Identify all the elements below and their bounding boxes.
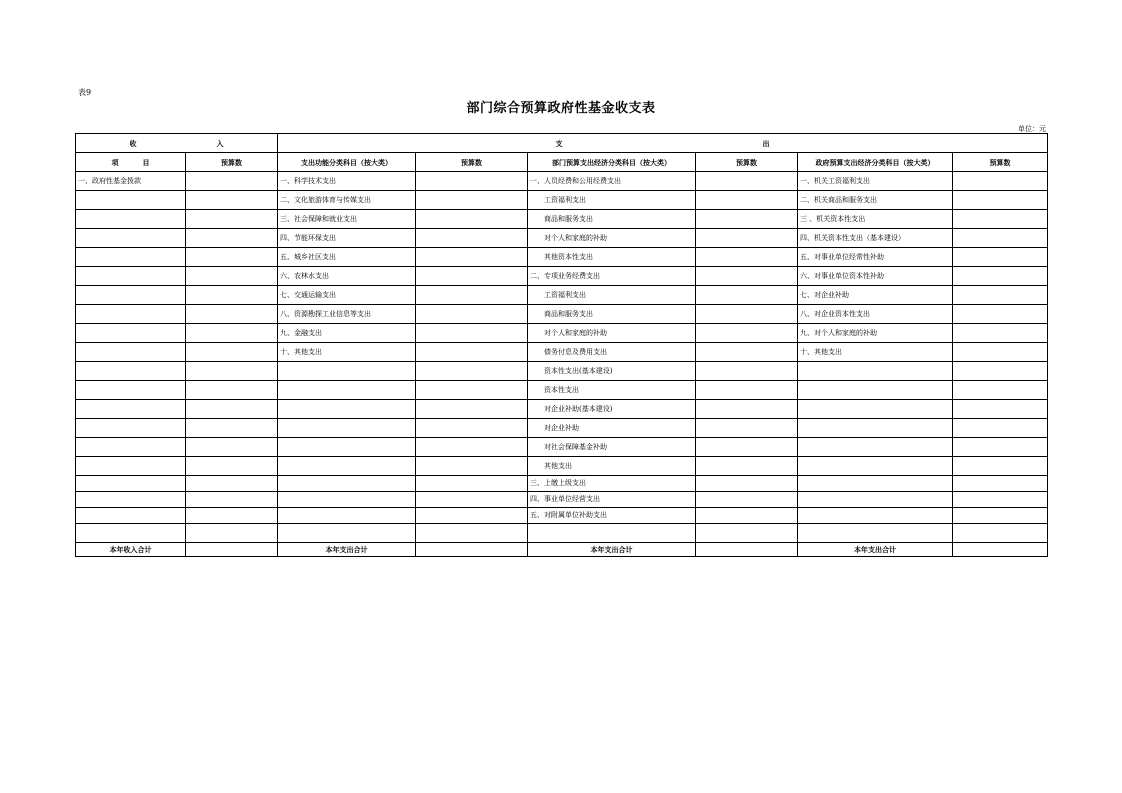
table-row xyxy=(76,191,1048,210)
income-item-cell xyxy=(76,286,186,305)
income-budget-cell xyxy=(186,400,278,419)
gov-item-cell xyxy=(798,476,953,492)
gov-budget-cell xyxy=(953,524,1048,543)
income-budget-cell xyxy=(186,362,278,381)
gov-item-cell: 五、对事业单位经常性补助 xyxy=(798,248,953,267)
func-budget-cell xyxy=(416,419,528,438)
totals-row xyxy=(76,543,1048,557)
gov-budget-cell xyxy=(953,492,1048,508)
income-budget-cell xyxy=(186,438,278,457)
func-budget-cell xyxy=(416,457,528,476)
func-item-cell: 七、交通运输支出 xyxy=(278,286,416,305)
func-budget-cell xyxy=(416,508,528,524)
income-budget-cell xyxy=(186,524,278,543)
dept-item-cell: 工资福利支出 xyxy=(528,286,696,305)
col-gov-header: 政府预算支出经济分类科目（按大类） xyxy=(798,153,953,172)
dept-item-cell: 资本性支出(基本建设) xyxy=(528,362,696,381)
dept-budget-cell xyxy=(696,229,798,248)
dept-budget-cell xyxy=(696,248,798,267)
table-row xyxy=(76,476,1048,492)
total-income-label: 本年收入合计 xyxy=(76,543,186,557)
func-budget-cell xyxy=(416,267,528,286)
table-row xyxy=(76,492,1048,508)
dept-budget-cell xyxy=(696,524,798,543)
dept-item-cell: 对企业补助(基本建设) xyxy=(528,400,696,419)
gov-item-cell xyxy=(798,508,953,524)
income-item-cell xyxy=(76,457,186,476)
gov-item-cell xyxy=(798,457,953,476)
gov-item-cell: 三 、机关资本性支出 xyxy=(798,210,953,229)
func-item-cell: 二、文化旅游体育与传媒支出 xyxy=(278,191,416,210)
table-row xyxy=(76,400,1048,419)
func-budget-cell xyxy=(416,381,528,400)
total-dept-budget xyxy=(696,543,798,557)
table-row xyxy=(76,362,1048,381)
total-income-budget xyxy=(186,543,278,557)
col-dept-header: 部门预算支出经济分类科目（按大类） xyxy=(528,153,696,172)
income-item-cell xyxy=(76,362,186,381)
total-gov-budget xyxy=(953,543,1048,557)
gov-item-cell: 二、机关商品和服务支出 xyxy=(798,191,953,210)
total-func-budget xyxy=(416,543,528,557)
dept-item-cell: 三、上缴上级支出 xyxy=(528,476,696,492)
dept-budget-cell xyxy=(696,267,798,286)
header-row-2 xyxy=(76,153,1048,172)
func-budget-cell xyxy=(416,438,528,457)
dept-budget-cell xyxy=(696,343,798,362)
table-row xyxy=(76,286,1048,305)
income-item-cell xyxy=(76,524,186,543)
dept-budget-cell xyxy=(696,362,798,381)
gov-budget-cell xyxy=(953,381,1048,400)
func-item-cell: 九、金融支出 xyxy=(278,324,416,343)
gov-budget-cell xyxy=(953,191,1048,210)
dept-item-cell: 对个人和家庭的补助 xyxy=(528,324,696,343)
func-budget-cell xyxy=(416,210,528,229)
func-budget-cell xyxy=(416,400,528,419)
col-item-header: 项 目 xyxy=(76,153,186,172)
dept-budget-cell xyxy=(696,381,798,400)
dept-budget-cell xyxy=(696,457,798,476)
func-item-cell xyxy=(278,381,416,400)
dept-item-cell xyxy=(528,524,696,543)
table-row xyxy=(76,419,1048,438)
gov-item-cell xyxy=(798,400,953,419)
gov-budget-cell xyxy=(953,210,1048,229)
table-number: 表9 xyxy=(78,88,92,97)
dept-item-cell: 商品和服务支出 xyxy=(528,210,696,229)
page-title: 部门综合预算政府性基金收支表 xyxy=(466,101,656,116)
gov-item-cell: 六、对事业单位资本性补助 xyxy=(798,267,953,286)
table-row xyxy=(76,267,1048,286)
col-budget-header: 预算数 xyxy=(186,153,278,172)
income-budget-cell xyxy=(186,229,278,248)
unit-label: 单位：元 xyxy=(1018,125,1046,133)
col-budget-header: 预算数 xyxy=(953,153,1048,172)
dept-budget-cell xyxy=(696,508,798,524)
dept-item-cell: 四、事业单位经营支出 xyxy=(528,492,696,508)
income-budget-cell xyxy=(186,324,278,343)
dept-budget-cell xyxy=(696,305,798,324)
dept-budget-cell xyxy=(696,324,798,343)
table-row xyxy=(76,248,1048,267)
table-row xyxy=(76,457,1048,476)
expense-header: 支 出 xyxy=(278,134,1048,153)
income-item-cell xyxy=(76,229,186,248)
dept-item-cell: 债务付息及费用支出 xyxy=(528,343,696,362)
gov-item-cell: 八、对企业资本性支出 xyxy=(798,305,953,324)
dept-budget-cell xyxy=(696,476,798,492)
income-item-cell xyxy=(76,476,186,492)
table-row xyxy=(76,172,1048,191)
dept-budget-cell xyxy=(696,210,798,229)
gov-item-cell xyxy=(798,419,953,438)
table-row xyxy=(76,210,1048,229)
gov-budget-cell xyxy=(953,324,1048,343)
income-item-cell xyxy=(76,210,186,229)
income-item-cell xyxy=(76,508,186,524)
gov-item-cell: 四、机关资本性支出（基本建设） xyxy=(798,229,953,248)
func-item-cell: 六、农林水支出 xyxy=(278,267,416,286)
budget-table xyxy=(75,133,1048,557)
func-item-cell: 十、其他支出 xyxy=(278,343,416,362)
dept-item-cell: 一、人员经费和公用经费支出 xyxy=(528,172,696,191)
gov-budget-cell xyxy=(953,248,1048,267)
func-budget-cell xyxy=(416,343,528,362)
income-budget-cell xyxy=(186,210,278,229)
income-item-cell: 一、政府性基金拨款 xyxy=(76,172,186,191)
total-dept-label: 本年支出合计 xyxy=(528,543,696,557)
dept-budget-cell xyxy=(696,492,798,508)
gov-budget-cell xyxy=(953,438,1048,457)
income-item-cell xyxy=(76,248,186,267)
func-budget-cell xyxy=(416,229,528,248)
gov-budget-cell xyxy=(953,419,1048,438)
dept-budget-cell xyxy=(696,172,798,191)
gov-item-cell: 九、对个人和家庭的补助 xyxy=(798,324,953,343)
income-budget-cell xyxy=(186,267,278,286)
func-budget-cell xyxy=(416,492,528,508)
table-row xyxy=(76,229,1048,248)
gov-item-cell xyxy=(798,362,953,381)
header-row-1 xyxy=(76,134,1048,153)
func-item-cell: 八、资源勘探工业信息等支出 xyxy=(278,305,416,324)
func-budget-cell xyxy=(416,524,528,543)
gov-budget-cell xyxy=(953,400,1048,419)
gov-item-cell xyxy=(798,524,953,543)
gov-budget-cell xyxy=(953,362,1048,381)
income-item-cell xyxy=(76,191,186,210)
func-budget-cell xyxy=(416,324,528,343)
gov-budget-cell xyxy=(953,267,1048,286)
income-item-cell xyxy=(76,343,186,362)
func-item-cell xyxy=(278,362,416,381)
func-item-cell xyxy=(278,419,416,438)
dept-item-cell: 工资福利支出 xyxy=(528,191,696,210)
dept-budget-cell xyxy=(696,191,798,210)
dept-item-cell: 其他资本性支出 xyxy=(528,248,696,267)
func-item-cell: 四、节能环保支出 xyxy=(278,229,416,248)
dept-item-cell: 商品和服务支出 xyxy=(528,305,696,324)
dept-item-cell: 其他支出 xyxy=(528,457,696,476)
func-budget-cell xyxy=(416,248,528,267)
gov-item-cell xyxy=(798,492,953,508)
income-item-cell xyxy=(76,419,186,438)
table-row xyxy=(76,324,1048,343)
func-item-cell xyxy=(278,400,416,419)
income-item-cell xyxy=(76,267,186,286)
func-item-cell xyxy=(278,492,416,508)
gov-budget-cell xyxy=(953,305,1048,324)
gov-budget-cell xyxy=(953,172,1048,191)
gov-item-cell: 七、对企业补助 xyxy=(798,286,953,305)
total-func-label: 本年支出合计 xyxy=(278,543,416,557)
func-item-cell: 一、科学技术支出 xyxy=(278,172,416,191)
func-item-cell: 三、社会保障和就业支出 xyxy=(278,210,416,229)
income-item-cell xyxy=(76,305,186,324)
income-item-cell xyxy=(76,324,186,343)
func-item-cell xyxy=(278,438,416,457)
gov-item-cell xyxy=(798,438,953,457)
dept-budget-cell xyxy=(696,438,798,457)
func-item-cell xyxy=(278,457,416,476)
table-row xyxy=(76,438,1048,457)
income-budget-cell xyxy=(186,476,278,492)
gov-item-cell: 一、机关工资福利支出 xyxy=(798,172,953,191)
gov-item-cell xyxy=(798,381,953,400)
gov-item-cell: 十、其他支出 xyxy=(798,343,953,362)
dept-item-cell: 资本性支出 xyxy=(528,381,696,400)
table-row xyxy=(76,524,1048,543)
income-budget-cell xyxy=(186,381,278,400)
dept-item-cell: 二、专项业务经费支出 xyxy=(528,267,696,286)
func-item-cell xyxy=(278,476,416,492)
income-budget-cell xyxy=(186,248,278,267)
func-budget-cell xyxy=(416,191,528,210)
col-budget-header: 预算数 xyxy=(696,153,798,172)
income-item-cell xyxy=(76,400,186,419)
income-budget-cell xyxy=(186,343,278,362)
income-item-cell xyxy=(76,381,186,400)
gov-budget-cell xyxy=(953,286,1048,305)
income-item-cell xyxy=(76,492,186,508)
table-row xyxy=(76,343,1048,362)
income-budget-cell xyxy=(186,172,278,191)
dept-budget-cell xyxy=(696,286,798,305)
func-item-cell xyxy=(278,508,416,524)
gov-budget-cell xyxy=(953,457,1048,476)
income-budget-cell xyxy=(186,419,278,438)
func-item-cell: 五、城乡社区支出 xyxy=(278,248,416,267)
col-budget-header: 预算数 xyxy=(416,153,528,172)
gov-budget-cell xyxy=(953,343,1048,362)
dept-item-cell: 对社会保障基金补助 xyxy=(528,438,696,457)
income-budget-cell xyxy=(186,508,278,524)
gov-budget-cell xyxy=(953,476,1048,492)
func-budget-cell xyxy=(416,172,528,191)
func-budget-cell xyxy=(416,476,528,492)
gov-budget-cell xyxy=(953,229,1048,248)
func-budget-cell xyxy=(416,305,528,324)
func-item-cell xyxy=(278,524,416,543)
gov-budget-cell xyxy=(953,508,1048,524)
dept-item-cell: 五、对附属单位补助支出 xyxy=(528,508,696,524)
dept-item-cell: 对企业补助 xyxy=(528,419,696,438)
func-budget-cell xyxy=(416,286,528,305)
dept-item-cell: 对个人和家庭的补助 xyxy=(528,229,696,248)
income-item-cell xyxy=(76,438,186,457)
table-row xyxy=(76,381,1048,400)
dept-budget-cell xyxy=(696,400,798,419)
income-budget-cell xyxy=(186,457,278,476)
total-gov-label: 本年支出合计 xyxy=(798,543,953,557)
dept-budget-cell xyxy=(696,419,798,438)
table-row xyxy=(76,305,1048,324)
income-header: 收 入 xyxy=(76,134,278,153)
income-budget-cell xyxy=(186,286,278,305)
income-budget-cell xyxy=(186,191,278,210)
func-budget-cell xyxy=(416,362,528,381)
income-budget-cell xyxy=(186,492,278,508)
table-row xyxy=(76,508,1048,524)
col-func-header: 支出功能分类科目（按大类） xyxy=(278,153,416,172)
income-budget-cell xyxy=(186,305,278,324)
